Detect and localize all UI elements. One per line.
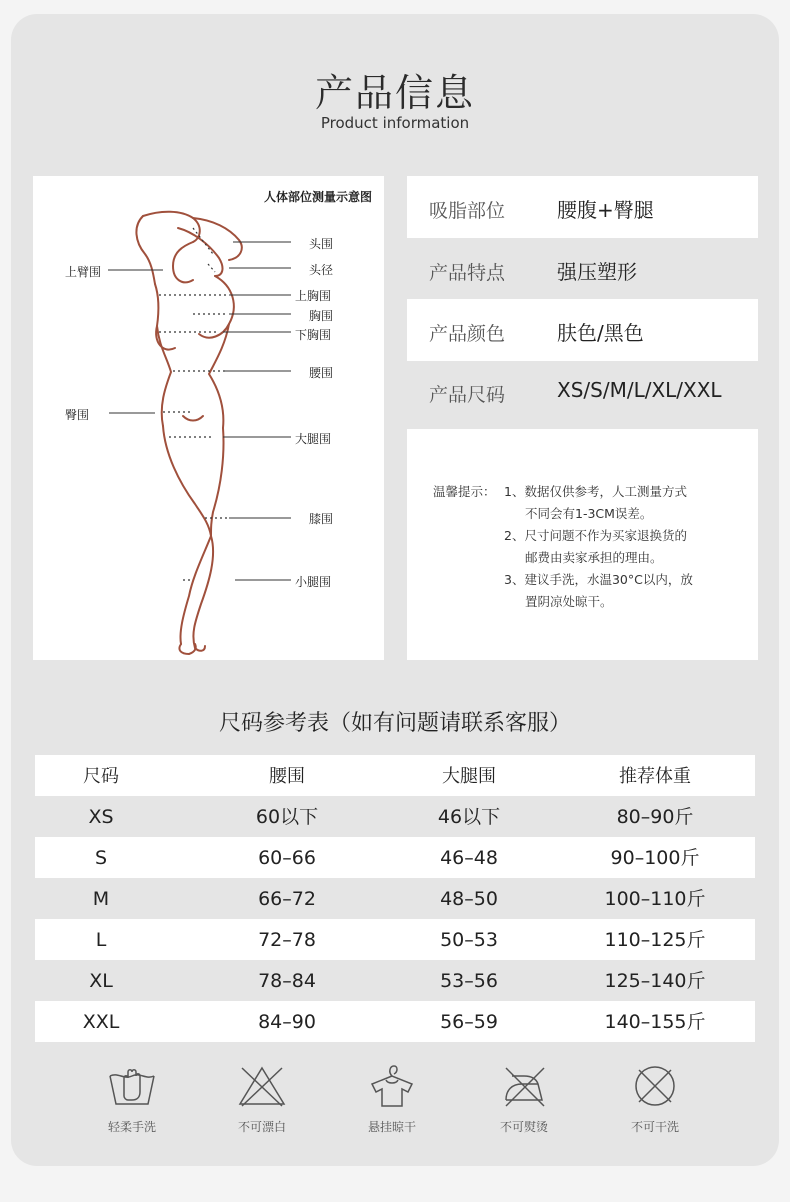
table-row bbox=[35, 919, 755, 960]
table-cell: 60以下 bbox=[255, 806, 319, 828]
table-cell: 84–90 bbox=[258, 1011, 316, 1033]
table-cell: XS bbox=[88, 806, 114, 828]
info-row bbox=[407, 238, 758, 300]
table-cell: XXL bbox=[82, 1011, 120, 1033]
care-item bbox=[82, 1062, 182, 1135]
size-table-title: 尺码参考表（如有问题请联系客服） bbox=[218, 711, 571, 736]
care-item bbox=[212, 1062, 312, 1135]
notice-line: 3、建议手洗，水温30°C以内，放 bbox=[504, 572, 693, 587]
info-value: XS/S/M/L/XL/XXL bbox=[557, 378, 722, 402]
info-key: 产品颜色 bbox=[429, 323, 506, 345]
info-row bbox=[407, 299, 758, 361]
care-label: 不可漂白 bbox=[237, 1120, 286, 1134]
table-cell: XL bbox=[89, 970, 113, 992]
table-cell: L bbox=[95, 929, 107, 951]
notice-line: 邮费由卖家承担的理由。 bbox=[525, 550, 663, 565]
table-cell: 140–155斤 bbox=[604, 1011, 706, 1033]
notice-line: 2、尺寸问题不作为买家退换货的 bbox=[504, 528, 687, 543]
no-dry-clean-icon bbox=[629, 1062, 681, 1108]
care-label: 悬挂晾干 bbox=[367, 1120, 416, 1134]
label-knee: 膝围 bbox=[309, 512, 334, 526]
care-label: 不可干洗 bbox=[630, 1120, 679, 1134]
table-cell: M bbox=[92, 888, 110, 910]
label-waist: 腰围 bbox=[309, 366, 334, 380]
table-cell: 66–72 bbox=[258, 888, 316, 910]
table-header-cell: 大腿围 bbox=[442, 766, 496, 787]
measurement-diagram bbox=[33, 176, 384, 660]
notice-panel bbox=[407, 429, 758, 660]
table-cell: 56–59 bbox=[440, 1011, 498, 1033]
diagram-title: 人体部位测量示意图 bbox=[263, 190, 372, 204]
notice-prefix: 温馨提示： bbox=[433, 484, 496, 499]
table-header-cell: 尺码 bbox=[83, 766, 119, 787]
table-cell: 46以下 bbox=[437, 806, 501, 828]
hand-wash-icon bbox=[106, 1062, 158, 1108]
table-cell: 72–78 bbox=[258, 929, 316, 951]
label-hip: 臀围 bbox=[65, 408, 90, 422]
table-row bbox=[35, 796, 755, 837]
size-table bbox=[35, 755, 755, 1042]
label-thigh: 大腿围 bbox=[295, 432, 332, 446]
label-head-circ: 头围 bbox=[309, 237, 334, 251]
table-cell: S bbox=[94, 847, 108, 869]
table-cell: 100–110斤 bbox=[604, 888, 706, 910]
no-bleach-icon bbox=[236, 1062, 288, 1108]
table-cell: 125–140斤 bbox=[604, 970, 706, 992]
notice-line: 1、数据仅供参考，人工测量方式 bbox=[504, 484, 687, 499]
table-cell: 53–56 bbox=[440, 970, 498, 992]
table-row bbox=[35, 878, 755, 919]
label-calf: 小腿围 bbox=[295, 575, 332, 589]
table-header-cell: 推荐体重 bbox=[619, 766, 691, 787]
info-value: 肤色/黑色 bbox=[557, 321, 644, 345]
info-row bbox=[407, 360, 758, 422]
page-title: 产品信息 bbox=[314, 71, 475, 115]
care-item bbox=[342, 1062, 442, 1135]
label-upper-chest: 上胸围 bbox=[295, 289, 332, 303]
care-label: 轻柔手洗 bbox=[107, 1120, 156, 1134]
table-row bbox=[35, 837, 755, 878]
table-cell: 46–48 bbox=[440, 847, 498, 869]
table-cell: 60–66 bbox=[258, 847, 316, 869]
table-header-row bbox=[35, 755, 755, 796]
label-upper-arm: 上臂围 bbox=[65, 265, 102, 279]
info-row bbox=[407, 176, 758, 238]
label-chest: 胸围 bbox=[309, 309, 334, 323]
care-item bbox=[605, 1062, 705, 1135]
table-cell: 110–125斤 bbox=[604, 929, 706, 951]
info-value: 强压塑形 bbox=[557, 260, 637, 284]
info-key: 产品尺码 bbox=[429, 384, 506, 406]
table-row bbox=[35, 960, 755, 1001]
info-key: 吸脂部位 bbox=[429, 200, 506, 222]
table-row bbox=[35, 1001, 755, 1042]
info-key: 产品特点 bbox=[429, 262, 506, 284]
no-iron-icon bbox=[498, 1062, 550, 1108]
table-cell: 80–90斤 bbox=[616, 806, 694, 828]
notice-line: 不同会有1-3CM误差。 bbox=[525, 506, 653, 521]
care-label: 不可熨烫 bbox=[499, 1120, 548, 1134]
info-value: 腰腹+臀腿 bbox=[557, 198, 654, 222]
page-subtitle: Product information bbox=[320, 114, 470, 132]
care-item bbox=[474, 1062, 574, 1135]
table-cell: 48–50 bbox=[440, 888, 498, 910]
table-cell: 50–53 bbox=[440, 929, 498, 951]
notice-line: 置阴凉处晾干。 bbox=[525, 594, 613, 609]
label-under-chest: 下胸围 bbox=[295, 328, 332, 342]
table-cell: 90–100斤 bbox=[610, 847, 700, 869]
table-header-cell: 腰围 bbox=[269, 766, 305, 787]
hang-dry-icon bbox=[366, 1062, 418, 1108]
label-head-diam: 头径 bbox=[309, 263, 334, 277]
table-cell: 78–84 bbox=[258, 970, 316, 992]
